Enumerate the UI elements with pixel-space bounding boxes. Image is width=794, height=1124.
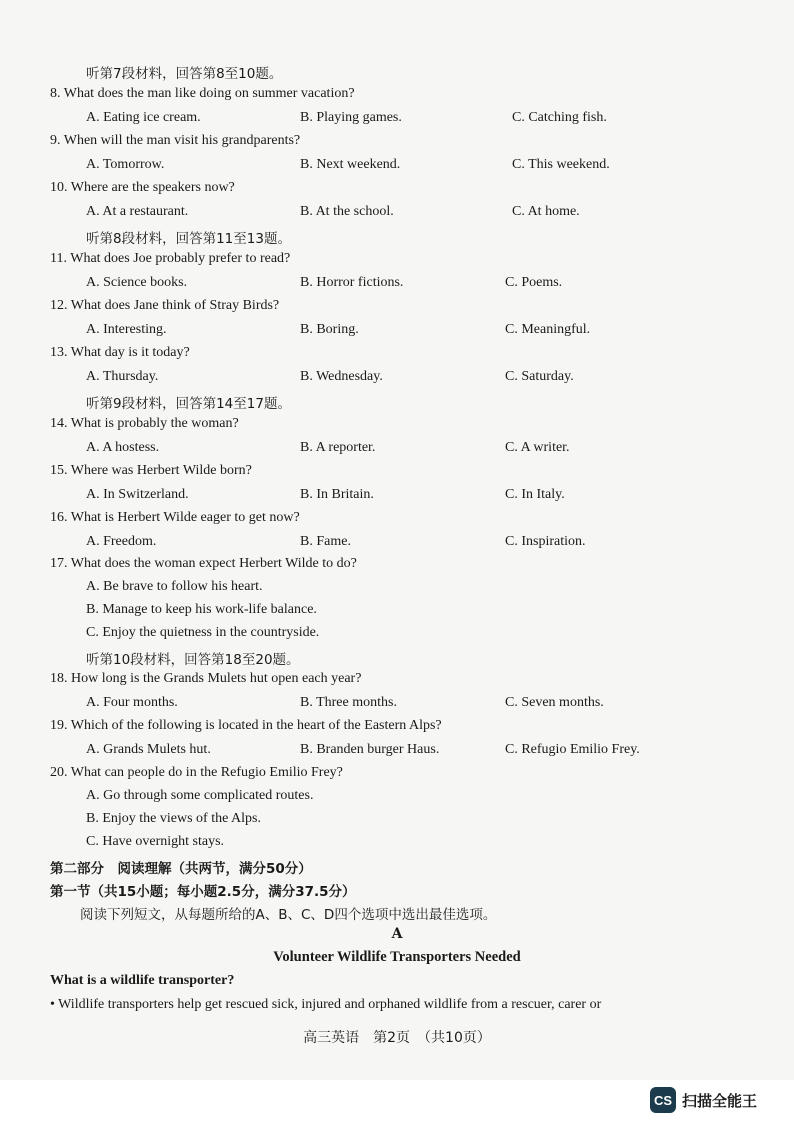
option: B. Fame. — [300, 534, 351, 549]
option: A. Thursday. — [86, 369, 159, 384]
part-title: 第二部分 阅读理解（共两节，满分50分） — [50, 861, 312, 877]
option: B. Playing games. — [300, 110, 402, 125]
camscanner-logo-icon: CS — [650, 1087, 676, 1113]
option: C. Catching fish. — [512, 110, 607, 125]
section-header: 听第10段材料，回答第18至20题。 — [86, 652, 300, 668]
question-stem: 15. Where was Herbert Wilde born? — [50, 463, 252, 478]
option: C. Meaningful. — [505, 322, 591, 337]
option: A. At a restaurant. — [86, 204, 189, 219]
option: B. Horror fictions. — [300, 275, 404, 290]
passage-subheading: What is a wildlife transporter? — [50, 973, 235, 988]
section-header: 听第8段材料，回答第11至13题。 — [86, 231, 291, 247]
instruction: 阅读下列短文，从每题所给的A、B、C、D四个选项中选出最佳选项。 — [80, 907, 497, 923]
option: A. A hostess. — [86, 440, 160, 455]
option: C. Seven months. — [505, 695, 604, 710]
option: A. Eating ice cream. — [86, 110, 201, 125]
option: B. Manage to keep his work-life balance. — [86, 602, 317, 617]
option: C. Enjoy the quietness in the countryside. — [86, 625, 320, 640]
question-stem: 14. What is probably the woman? — [50, 416, 239, 431]
question-stem: 8. What does the man like doing on summer vacation? — [50, 86, 355, 101]
option: C. Have overnight stays. — [86, 834, 225, 849]
option: C. In Italy. — [505, 487, 565, 502]
option: B. Branden burger Haus. — [300, 742, 440, 757]
question-stem: 17. What does the woman expect Herbert Wilde to do? — [50, 556, 357, 571]
option: C. Refugio Emilio Frey. — [505, 742, 640, 757]
section-title: 第一节（共15小题；每小题2.5分，满分37.5分） — [50, 884, 356, 900]
passage-bullet: • Wildlife transporters help get rescued sick, injured and orphaned wildlife from a rescuer, carer or — [50, 997, 602, 1012]
scanner-badge-text: 扫描全能王 — [682, 1091, 758, 1110]
question-stem: 20. What can people do in the Refugio Emilio Frey? — [50, 765, 343, 780]
option: A. Four months. — [86, 695, 178, 710]
option: B. At the school. — [300, 204, 394, 219]
option: B. In Britain. — [300, 487, 374, 502]
option: C. A writer. — [505, 440, 570, 455]
question-stem: 9. When will the man visit his grandparents? — [50, 133, 301, 148]
page-footer: 高三英语 第2页 （共10页） — [303, 1030, 491, 1046]
option: B. A reporter. — [300, 440, 376, 455]
question-stem: 10. Where are the speakers now? — [50, 180, 235, 195]
question-stem: 16. What is Herbert Wilde eager to get now? — [50, 510, 300, 525]
option: C. Inspiration. — [505, 534, 586, 549]
option: C. Saturday. — [505, 369, 574, 384]
option: A. Go through some complicated routes. — [86, 788, 314, 803]
option: B. Three months. — [300, 695, 397, 710]
passage-letter: A — [391, 926, 403, 942]
option: C. At home. — [512, 204, 580, 219]
option: C. This weekend. — [512, 157, 610, 172]
question-stem: 12. What does Jane think of Stray Birds? — [50, 298, 280, 313]
option: A. In Switzerland. — [86, 487, 189, 502]
option: A. Science books. — [86, 275, 188, 290]
scanner-badge — [650, 1085, 757, 1115]
option: A. Be brave to follow his heart. — [86, 579, 263, 594]
option: A. Interesting. — [86, 322, 167, 337]
section-header: 听第7段材料，回答第8至10题。 — [86, 66, 283, 82]
section-header: 听第9段材料，回答第14至17题。 — [86, 396, 291, 412]
option: B. Wednesday. — [300, 369, 383, 384]
option: A. Tomorrow. — [86, 157, 165, 172]
question-stem: 11. What does Joe probably prefer to read? — [50, 251, 291, 266]
option: B. Next weekend. — [300, 157, 401, 172]
option: C. Poems. — [505, 275, 563, 290]
question-stem: 13. What day is it today? — [50, 345, 190, 360]
option: B. Boring. — [300, 322, 359, 337]
question-stem: 19. Which of the following is located in the heart of the Eastern Alps? — [50, 718, 442, 733]
option: B. Enjoy the views of the Alps. — [86, 811, 261, 826]
passage-title: Volunteer Wildlife Transporters Needed — [273, 949, 521, 965]
question-stem: 18. How long is the Grands Mulets hut open each year? — [50, 671, 362, 686]
option: A. Grands Mulets hut. — [86, 742, 211, 757]
option: A. Freedom. — [86, 534, 157, 549]
